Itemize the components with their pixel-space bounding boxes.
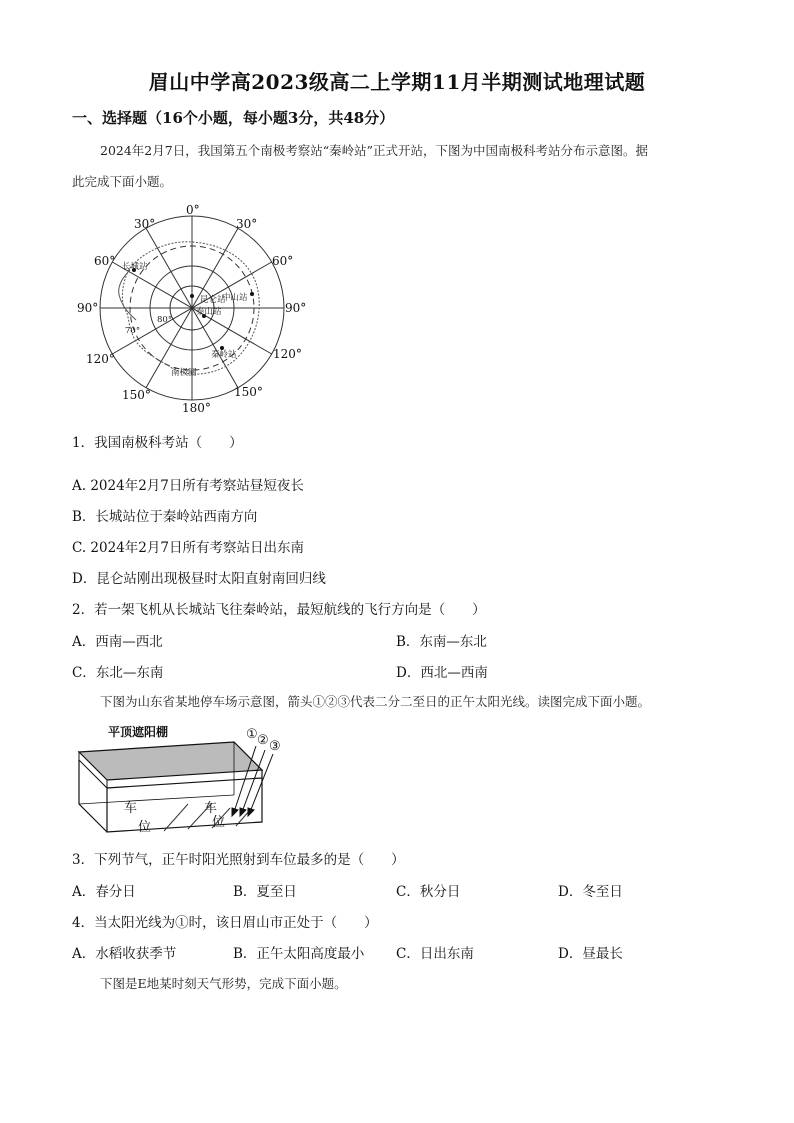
question-4-option-a: A．水稻收获季节 bbox=[72, 946, 177, 962]
question-2-option-c: C．东北—东南 bbox=[72, 665, 164, 681]
lon-label-30w: 30° bbox=[134, 217, 156, 231]
question-2-option-d: D．西北—西南 bbox=[396, 665, 488, 681]
station-label-taishan: 泰山站 bbox=[196, 307, 222, 317]
question-2-option-b: B．东南—东北 bbox=[396, 634, 487, 650]
sun-ray-label-2: ② bbox=[257, 733, 269, 748]
section-heading: 一、选择题（16个小题，每小题3分，共48分） bbox=[72, 109, 395, 127]
parking-spot-2-char-2: 位 bbox=[212, 815, 226, 830]
lon-label-120e: 120° bbox=[273, 347, 302, 361]
lon-label-0: 0° bbox=[186, 203, 200, 217]
question-1-option-b: B．长城站位于秦岭站西南方向 bbox=[72, 509, 258, 525]
intro-paragraph-2: 下图为山东省某地停车场示意图，箭头①②③代表二分二至日的正午太阳光线。读图完成下面小题。 bbox=[100, 694, 651, 709]
lon-label-180: 180° bbox=[182, 401, 211, 415]
lon-label-150e: 150° bbox=[234, 385, 263, 399]
question-1-stem: 1．我国南极科考站（ ） bbox=[72, 435, 243, 451]
antarctic-station-map bbox=[72, 198, 332, 420]
sun-ray-label-3: ③ bbox=[269, 739, 281, 754]
lon-label-60e: 60° bbox=[272, 254, 294, 268]
question-1-option-d: D．昆仑站刚出现极昼时太阳直射南回归线 bbox=[72, 571, 326, 587]
question-3-option-b: B．夏至日 bbox=[233, 884, 297, 900]
intro-paragraph-1-line-2: 此完成下面小题。 bbox=[72, 174, 173, 189]
station-marker-kunlun bbox=[190, 294, 194, 298]
roof-label: 平顶遮阳棚 bbox=[108, 725, 169, 739]
question-1-option-a: A. 2024年2月7日所有考察站昼短夜长 bbox=[72, 478, 304, 494]
lon-label-120w: 120° bbox=[86, 352, 115, 366]
lon-label-90w: 90° bbox=[77, 301, 99, 315]
lon-label-30e: 30° bbox=[236, 217, 258, 231]
parking-spot-1-char-1: 车 bbox=[124, 801, 138, 816]
question-2-option-a: A．西南—西北 bbox=[72, 634, 163, 650]
lon-label-90e: 90° bbox=[285, 301, 307, 315]
antarctic-peninsula bbox=[119, 270, 136, 320]
antarctic-circle-label: 南极圈 bbox=[171, 368, 197, 378]
station-label-kunlun: 昆仑站 bbox=[200, 295, 226, 305]
question-3-option-c: C．秋分日 bbox=[396, 884, 461, 900]
station-label-changcheng: 长城站 bbox=[122, 262, 148, 272]
station-label-qinling: 秦岭站 bbox=[211, 350, 237, 360]
intro-paragraph-3: 下图是E地某时刻天气形势，完成下面小题。 bbox=[100, 976, 347, 991]
question-1-option-c: C. 2024年2月7日所有考察站日出东南 bbox=[72, 540, 304, 556]
sun-ray-label-1: ① bbox=[246, 727, 258, 742]
parking-spot-2-char-1: 车 bbox=[204, 801, 218, 816]
lon-label-150w: 150° bbox=[122, 388, 151, 402]
question-4-stem: 4．当太阳光线为①时，该日眉山市正处于（ ） bbox=[72, 915, 378, 931]
question-3-option-a: A．春分日 bbox=[72, 884, 136, 900]
intro-paragraph-1-line-1: 2024年2月7日，我国第五个南极考察站“秦岭站”正式开站，下图为中国南极科考站分布示意图。据 bbox=[100, 143, 648, 158]
station-marker-zhongshan bbox=[250, 292, 254, 296]
question-4-option-d: D．昼最长 bbox=[558, 946, 623, 962]
lat-label-70: 70° bbox=[125, 326, 141, 336]
page-title: 眉山中学高2023级高二上学期11月半期测试地理试题 bbox=[148, 70, 646, 94]
roof-top bbox=[79, 742, 262, 780]
lon-label-60w: 60° bbox=[94, 254, 116, 268]
question-3-option-d: D．冬至日 bbox=[558, 884, 623, 900]
question-4-option-b: B．正午太阳高度最小 bbox=[233, 946, 365, 962]
question-3-stem: 3．下列节气，正午时阳光照射到车位最多的是（ ） bbox=[72, 852, 405, 868]
parking-lot-diagram bbox=[72, 720, 294, 838]
question-4-option-c: C．日出东南 bbox=[396, 946, 474, 962]
station-label-zhongshan: 中山站 bbox=[222, 293, 248, 303]
question-2-stem: 2．若一架飞机从长城站飞往秦岭站，最短航线的飞行方向是（ ） bbox=[72, 602, 486, 618]
lat-label-80: 80° bbox=[157, 315, 173, 325]
parking-spot-1-char-2: 位 bbox=[138, 820, 152, 835]
